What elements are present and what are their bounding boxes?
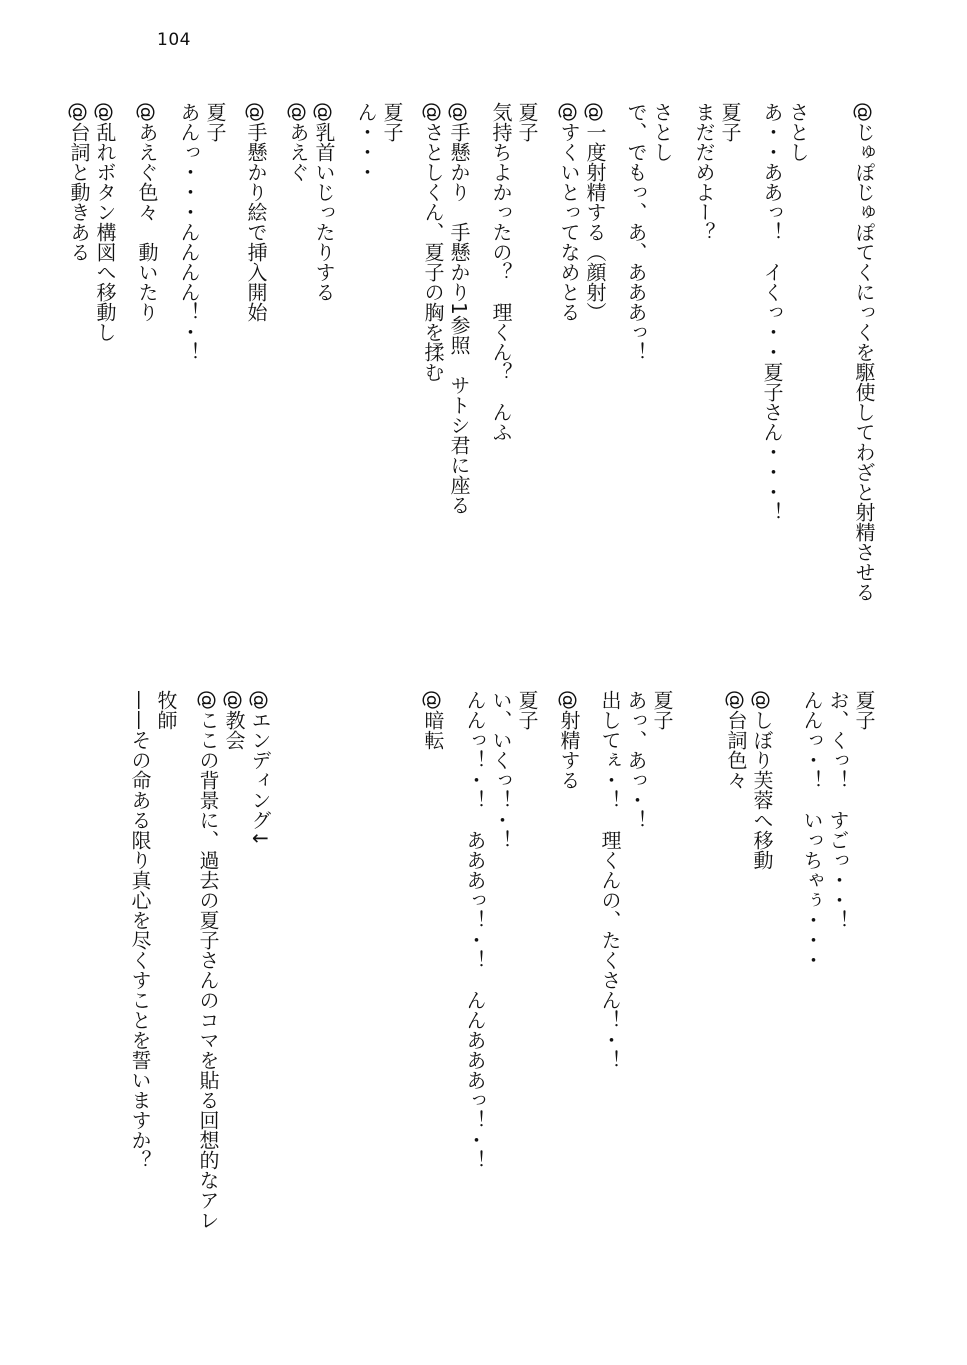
script-line: あんっ・・・んんんん！・！ xyxy=(177,102,201,362)
script-line: @暗転 xyxy=(421,690,445,750)
script-line: @台詞と動きある xyxy=(67,102,91,262)
script-line: @乳首いじったりする xyxy=(312,102,336,302)
script-line: 夏子 xyxy=(852,690,876,730)
script-line: ん・・・ xyxy=(354,102,378,182)
page-number: 104 xyxy=(157,30,191,50)
script-line: 夏子 xyxy=(203,102,227,142)
script-line: @射精する xyxy=(557,690,581,790)
script-line: @エンディング↓ xyxy=(248,690,272,847)
script-line: まだだめよー？ xyxy=(692,102,716,242)
script-line: @乱れボタン構図へ移動し xyxy=(93,102,117,342)
script-line: @一度射精する（顔射） xyxy=(583,102,607,322)
script-line: @ここの背景に、過去の夏子さんのコマを貼る回想的なアレ xyxy=(196,690,220,1230)
script-line: 気持ちよかったの？ 理くん？ んふ xyxy=(489,102,513,442)
script-line: 夏子 xyxy=(515,102,539,142)
script-line: ——その命ある限り真心を尽くすことを誓いますか？ xyxy=(128,690,152,1170)
script-line: あっ、あっ・！ xyxy=(624,690,648,830)
script-line: 夏子 xyxy=(515,690,539,730)
script-line: い、いくっ！・！ xyxy=(489,690,513,850)
script-line: @手懸かり 手懸かり1参照 サトシ君に座る xyxy=(447,102,471,515)
script-line: @教会 xyxy=(222,690,246,750)
script-line: さとし xyxy=(786,102,810,162)
script-line: んんっ・！ いっちゃぅ・・・ xyxy=(800,690,824,970)
script-line: 夏子 xyxy=(380,102,404,142)
script-line: んんっ！・！ あああっ！・！ んんあああっ！・！ xyxy=(463,690,487,1170)
script-line: @台詞色々 xyxy=(724,690,748,790)
script-line: @じゅぽじゅぽてくにっくを駆使してわざと射精させる xyxy=(852,102,876,602)
script-line: 出してぇ・！ 理くんの、たくさん！・！ xyxy=(598,690,622,1070)
script-line: 夏子 xyxy=(718,102,742,142)
script-line: @あえぐ xyxy=(286,102,310,182)
script-line: @しぼり芙蓉へ移動 xyxy=(750,690,774,870)
script-line: 夏子 xyxy=(650,690,674,730)
script-line: お、くっ！ すごっ・・！ xyxy=(826,690,850,930)
script-line: @手懸かり絵で挿入開始 xyxy=(244,102,268,322)
script-line: @さとしくん、夏子の胸を揉む xyxy=(421,102,445,382)
script-line: 牧師 xyxy=(154,690,178,730)
script-line: さとし xyxy=(650,102,674,162)
script-line: で、でもっ、あ、あああっ！ xyxy=(624,102,648,362)
script-line: @あえぐ色々 動いたり xyxy=(135,102,159,322)
script-line: @すくいとってなめとる xyxy=(557,102,581,322)
script-line: あ・・ああっ！ イくっ・・夏子さん・・・！ xyxy=(760,102,784,522)
